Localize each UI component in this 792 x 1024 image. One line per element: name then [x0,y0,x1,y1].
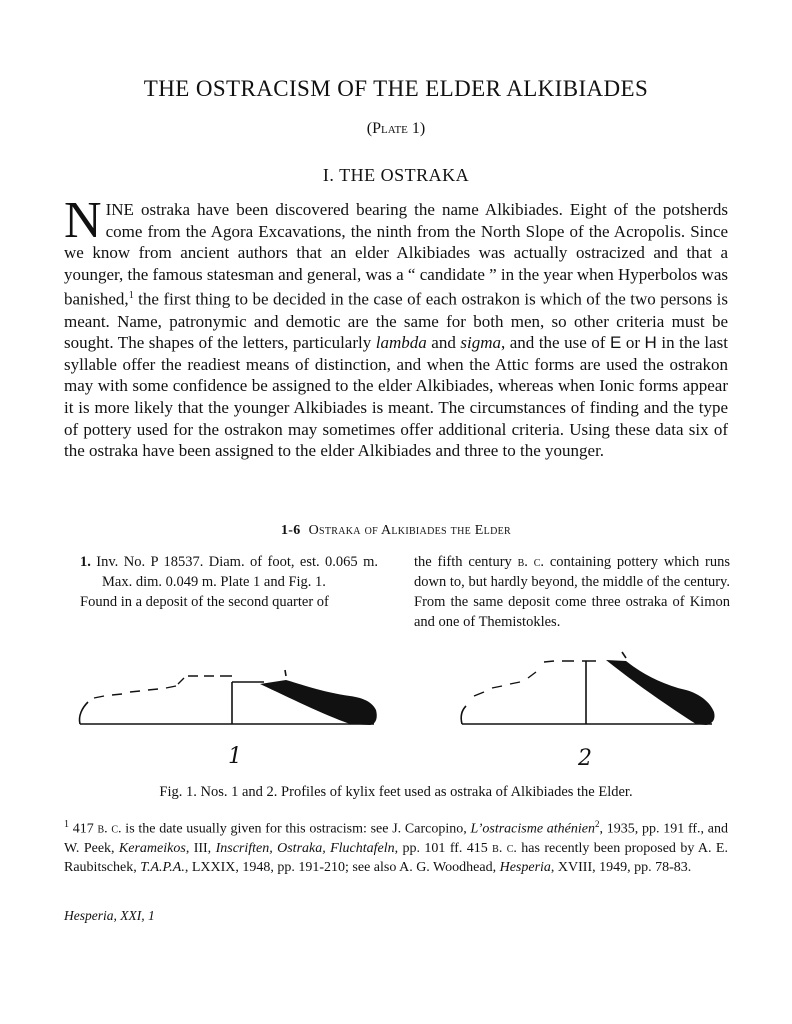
fn-bc-1: b. c. [97,821,122,837]
fn-inscriften: Inscriften, Ostraka, Fluchtafeln [215,840,395,856]
fn-d: , III, [185,840,216,856]
drop-cap: N [64,192,102,249]
entry-right-b: containing pottery which runs down to, but hardly beyond, the middle of the century. From the same deposit come three ostraka of Kimon and one of Themistokles. [414,554,731,630]
figure-label-2: 2 [578,746,592,771]
profile-2-section [606,660,715,725]
entry-right-a: the fifth century [414,554,518,570]
footnote [64,815,728,877]
subheading-text: Ostraka of Alkibiades the Elder [308,523,511,538]
entry-left-column [80,552,378,612]
kylix-profiles-figure [60,640,740,780]
plate-reference [0,120,792,138]
intro-paragraph [64,192,728,462]
fn-c: , 1935, pp. 191 ff., and W. Peek, [64,821,728,856]
profile-1-section [260,680,377,725]
term-lambda: lambda [375,333,427,353]
fn-b: is the date usually given for this ostracism: see J. Carcopino, [121,821,471,837]
fn-tapa: T.A.P.A. [140,859,185,875]
subheading-number: 1-6 [281,523,301,538]
intro-text-1: INE ostraka have been discovered bearing the name Alkibiades. Eight of the potsherds come from the Agora Excavations, the ninth from the North Slope of the Acropolis. Since we know from ancient authors that an elder Alkibiades was actually ostracized and that a younger, the famous statesman and general, was a “ candidate ” in the year when Hyperbolos was banished, [64,200,728,310]
intro-text-4: in the last syllable offer the readiest means of distinction, and when the Attic forms are used the ostrakon may with some confidence be assigned to the elder Alkibiades, whereas when Ionic forms appear it is more likely that the younger Alkibiades is meant. The circumstances of finding and the type of pottery used for the ostrakon may sometimes offer additional criteria. Using these data six of the ostraka have been assigned to the elder Alkibiades and three to the younger. [64,333,728,461]
letter-h: H [644,333,657,353]
letter-e: E [609,333,622,353]
entry-right-column [414,552,730,632]
fn-g: , LXXIX, 1948, pp. 191-210; see also A. G. Woodhead, [184,859,500,875]
fn-bc-2: b. c. [492,840,517,856]
entry-number: 1. [80,554,91,570]
article-title: THE OSTRACISM OF THE ELDER ALKIBIADES [143,76,649,101]
fn-e: , pp. 101 ff. 415 [394,840,493,856]
term-sigma: sigma [460,333,501,353]
section-heading: I. THE OSTRAKA [322,165,470,185]
journal-footer: Hesperia, XXI, 1 [64,908,155,923]
fn-carcopino-title: L’ostracisme athénien [470,821,596,837]
footnote-mark: 1 [64,819,69,830]
plate-label: (Plate 1) [366,120,426,137]
intro-or: or [621,333,645,353]
figure-label-1: 1 [228,744,242,769]
fn-hesperia: Hesperia [499,859,551,875]
fn-edition: 2 [595,819,600,829]
fn-a: 417 [69,821,98,837]
intro-text-3: , and the use of [500,333,610,353]
entry-description [80,552,378,592]
fn-h: , XVIII, 1949, pp. 78-83. [550,859,692,875]
footnote-ref: 1 [128,290,134,302]
intro-text-2: the first thing to be decided in the case of each ostrakon is which of the two persons is meant. Name, patronymic and demotic are the same for both men, so other criteria must be sought. The shapes of the letters, particularly [64,290,728,353]
fn-kerameikos: Kerameikos [118,840,186,856]
entry-details: Inv. No. P 18537. Diam. of foot, est. 0.065 m. Max. dim. 0.049 m. Plate 1 and Fig. 1. [90,554,378,590]
fn-f: has recently been proposed by A. E. Raubitschek, [64,840,728,875]
figure-caption: Fig. 1. Nos. 1 and 2. Profiles of kylix feet used as ostraka of Alkibiades the Elder. [159,784,633,800]
entry-bc: b. c. [517,554,545,570]
intro-and: and [426,333,461,353]
entry-findspot: Found in a deposit of the second quarter of [80,594,329,610]
subheading [0,523,792,539]
